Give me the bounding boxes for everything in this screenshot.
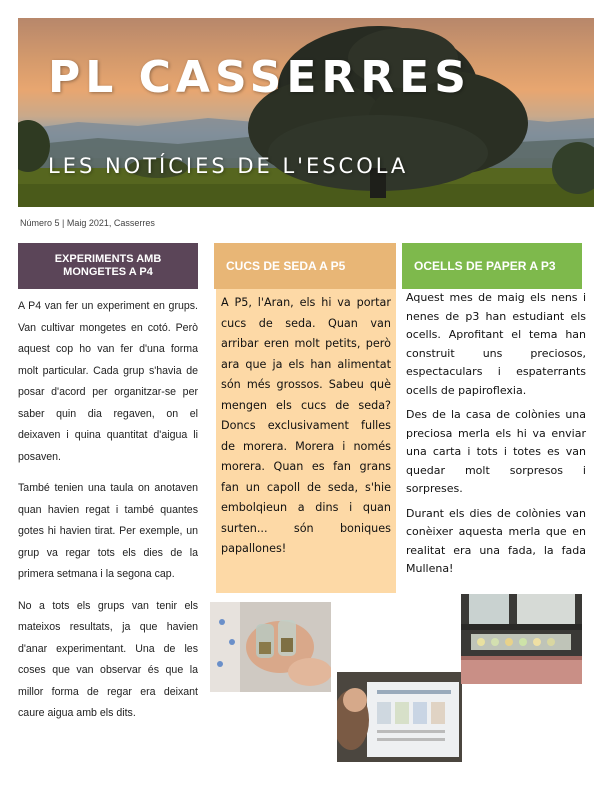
- article-paragraph: Durant els dies de colònies van conèixer aquesta merla que en realitat era una fada, la fada Mullena!: [406, 506, 586, 575]
- section-heading-experiments: EXPERIMENTS AMB MONGETES A P4: [18, 243, 198, 289]
- newsletter-title: PL CASSERRES: [48, 52, 471, 103]
- article-paragraph: Des de la casa de colònies una preciosa merla els hi va enviar una carta i tots i totes es van quedar molt sorpresos i sorpreses.: [406, 408, 586, 495]
- article-silkworms: [216, 289, 396, 593]
- photo-child-with-chart: [337, 672, 462, 762]
- article-paragraph: A P5, l'Aran, els hi va portar cucs de seda. Quan van arribar eren molt petits, però ara que ja els han alimentat són més grossos. Sabeu què mengen els cucs de seda? Doncs exclusivament fulles de morera. Morera i només morera. Quan es fan grans fan un capoll de seda, s'hie embolqieun a dins i quan surten... són boniques papallones!: [221, 296, 391, 555]
- article-paragraph: També tenien una taula on anotaven quan havien regat i també quantes gotes hi havien tirat. Per exemple, un grup va regar tots els dies de la primera setmana i la segona cap.: [18, 482, 198, 580]
- section-heading-paper-birds: OCELLS DE PAPER A P3: [402, 243, 582, 289]
- masthead-banner: [18, 18, 594, 207]
- issue-info: Número 5 | Maig 2021, Casserres: [20, 218, 155, 228]
- newsletter-subtitle: LES NOTÍCIES DE L'ESCOLA: [48, 154, 409, 178]
- photo-children-with-jars: [210, 602, 331, 692]
- article-paragraph: Aquest mes de maig els nens i nenes de p3 han estudiant els ocells. Aprofitant el tema han construit uns preciosos, espectaculars i espaterrants ocells de papiroflexia.: [406, 291, 586, 397]
- landscape-photo: [18, 18, 594, 207]
- article-paragraph: A P4 van fer un experiment en grups. Van cultivar mongetes en cotó. Però aquest cop ho van fer d'una forma molt particular. Cada grup s'havia de posar d'acord per organitzar-se per saber quin dia regaven, on el deixaven i quina quantitat d'aigua li posaven.: [18, 300, 198, 463]
- article-experiments: [18, 296, 198, 735]
- section-heading-silkworms: CUCS DE SEDA A P5: [214, 243, 396, 289]
- article-paper-birds: [406, 289, 586, 585]
- article-paragraph: No a tots els grups van tenir els mateixos resultats, ja que havien d'anar experimentant. Una de les coses que van observar és que la millor forma de regar era deixant caure aigua amb els dits.: [18, 599, 198, 719]
- photo-window-display: [461, 594, 582, 684]
